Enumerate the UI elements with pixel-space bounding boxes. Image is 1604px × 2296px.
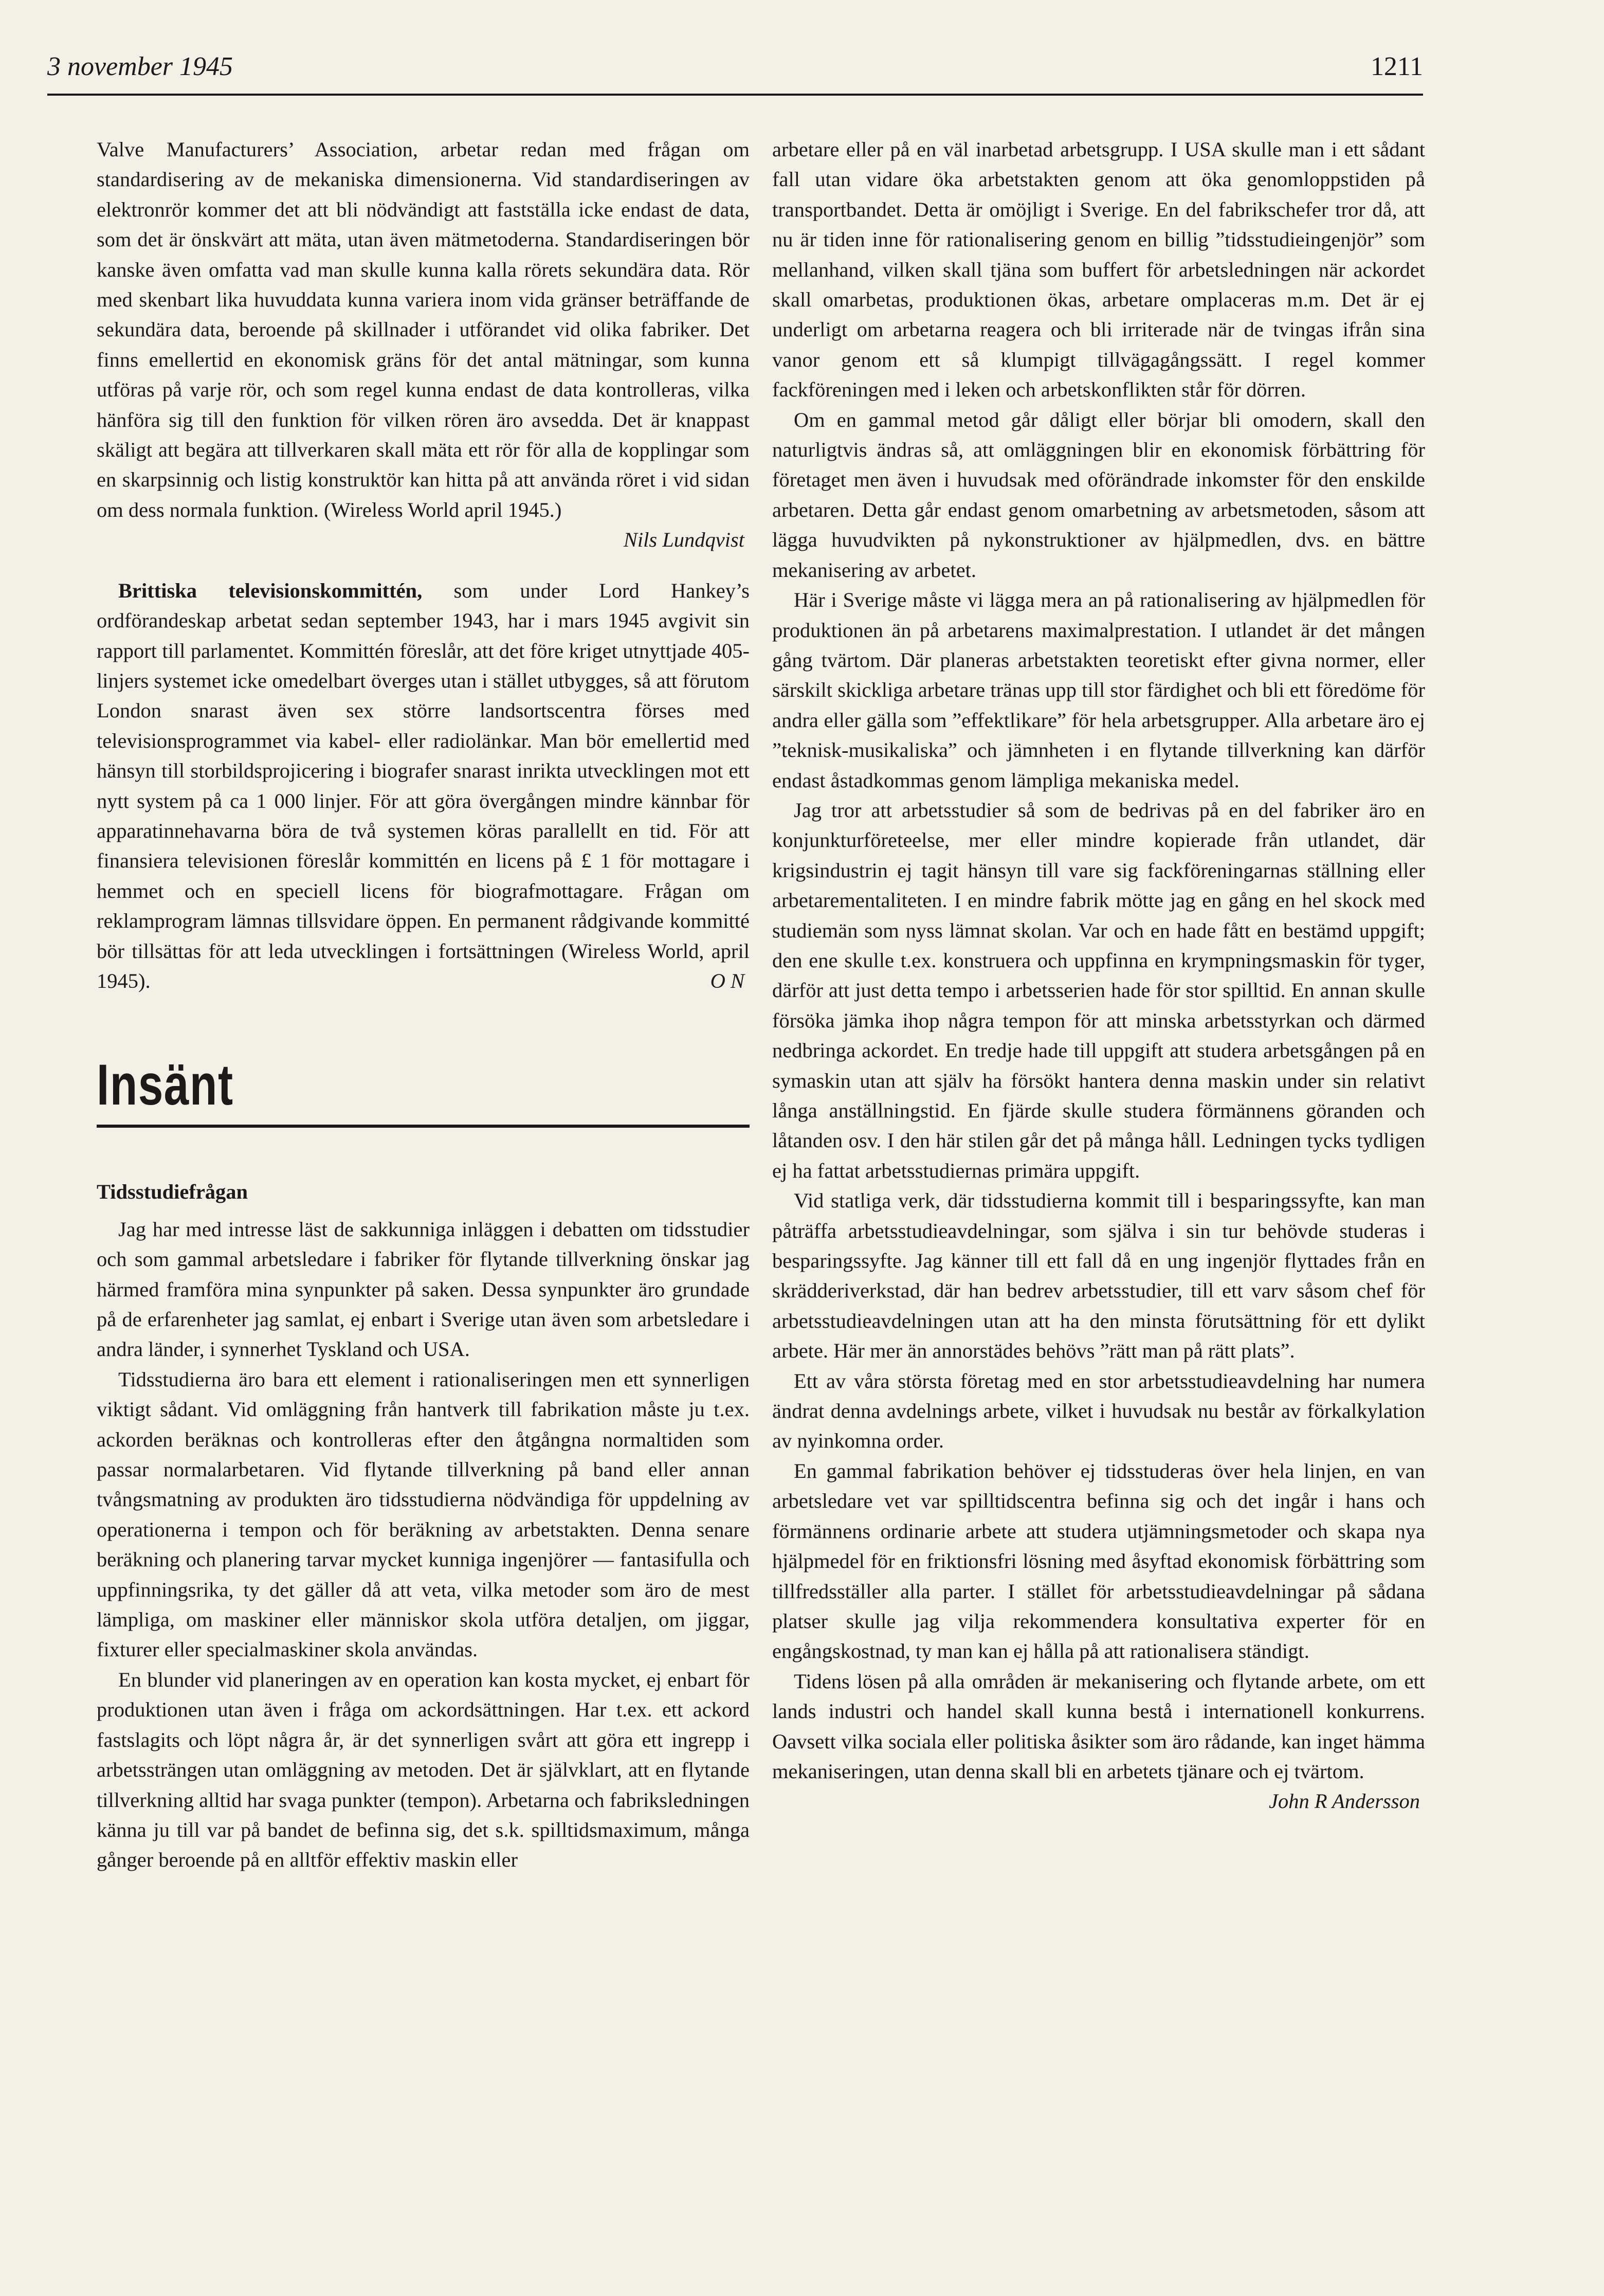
article-subheading: Tidsstudiefrågan <box>97 1180 248 1204</box>
paragraph-television-committee <box>97 576 750 997</box>
paragraph-statliga-verk: Vid statliga verk, där tidsstudierna kommit till i besparingssyfte, kan man påträffa arbetsstudieavdelningar, som själva i sin tur behövde studeras i besparingssyfte. Jag känner till ett fall då en ung ingenjör flyttades från en skrädderiverkstad, där han bedrev arbetsstudier, till ett varv såsom chef för arbetsstudieavdelningen utan att ha den minsta förutsättning för ett dylikt arbete. Här mer än annorstädes behövs ”rätt man på rätt plats”. <box>772 1189 1425 1363</box>
page-header <box>47 47 1423 96</box>
left-column <box>97 135 750 1875</box>
signature-on: O N <box>710 969 744 992</box>
section-header <box>97 1053 750 1128</box>
paragraph-rationalisering: Tidsstudierna äro bara ett element i rationaliseringen men ett synnerligen viktigt sådant. Vid omläggning från hantverk till fabrikation måste ju t.ex. ackorden beräknas och kontrolleras efter den åtgångna normaltiden som passar normalarbetaren. Vid flytande tillverkning på band eller annan tvångsmatning av produkten äro tidsstudierna nödvändiga för uppdelning av operationerna i tempon och för beräkning av arbetstakten. Denna senare beräkning och planering tarvar mycket kunniga ingenjörer — fantasifulla och uppfinningsrika, ty det gäller då att veta, vilka metoder som äro de mest lämpliga, om maskiner eller människor skola utföra detaljen, om jiggar, fixturer eller specialmaskiner skola användas. <box>97 1367 750 1661</box>
text-television-committee: som under Lord Hankey’s ordförandeskap arbetat sedan september 1943, har i mars 1945 avgivit sin rapport till parlamentet. Kommittén föreslår, att det före kriget utnyttjade 405-linjers systemet icke omedelbart överges utan i stället utbygges, så att förutom London snarast även sex större landsortscentra förses med televisionsprogrammet via kabel- eller radiolänkar. Man bör emellertid med hänsyn till storbildsprojicering i biografer snarast inrikta utvecklingen mot ett nytt system på ca 1 000 linjer. För att göra övergången mindre kännbar för apparatinnehavarna böra de två systemen köras parallellt en tid. För att finansiera televisionen föreslår kommittén en licens på £ 1 för mottagare i hemmet och en speciell licens för biografmottagare. Frågan om reklamprogram lämnas tillsvidare öppen. En permanent rådgivande kommitté bör tillsättas för att leda utvecklingen i fortsättningen (Wireless World, april 1945). <box>97 578 750 992</box>
paragraph-intro: Jag har med intresse läst de sakkunniga inläggen i debatten om tidsstudier och som gammal arbetsledare i fabriker för flytande tillverkning önskar jag härmed framföra mina synpunkter på saken. Dessa synpunkter äro grundade på de erfarenheter jag samlat, ej enbart i Sverige utan även som arbetsledare i andra länder, i synnerhet Tyskland och USA. <box>97 1217 750 1361</box>
paragraph-gammal-fabrikation: En gammal fabrikation behöver ej tidsstuderas över hela linjen, en van arbetsledare vet var spilltidscentra befinna sig och det ingår i hans och förmännens ordinarie arbete att studera utjämningsmetoder och skapa nya hjälpmedel för en friktionsfri lösning med åsyftad ekonomisk förbättring som tillfredsställer alla parter. I stället för arbetsstudieavdelningar på sådana platser skulle jag vilja rekommendera konsultativa experter för en engångskostnad, ty man kan ej hålla på att rationalisera ständigt. <box>772 1459 1425 1663</box>
section-title: Insänt <box>97 1053 234 1117</box>
paragraph-usa: arbetare eller på en väl inarbetad arbetsgrupp. I USA skulle man i ett sådant fall utan vidare öka arbetstakten genom att öka genomloppstiden på transportbandet. Detta är omöjligt i Sverige. En del fabrikschefer tror då, att nu är tiden inne för rationalisering genom en billig ”tidsstudieingenjör” som mellanhand, vilken skall tjäna som buffert för arbetsledningen när ackordet skall omarbetas, produktionen ökas, arbetare omplaceras m.m. Det är ej underligt om arbetarna reagera och bli irriterade när de tvingas ifrån sina vanor genom ett så klumpigt tillvägagångssätt. I regel kommer fackföreningen med i leken och arbetskonflikten står för dörren. <box>772 138 1425 402</box>
paragraph-gammal-metod: Om en gammal metod går dåligt eller börjar bli omodern, skall den naturligtvis ändras så, att omläggningen blir en ekonomisk förbättring för företaget men även i huvudsak med oförändrade inkomster för den enskilde arbetaren. Detta går endast genom omarbetning av arbetsmetoden, såsom att lägga huvudvikten på nykonstruktioner av hjälpmedlen, dvs. en bättre mekanisering av arbetet. <box>772 408 1425 582</box>
paragraph-tidens-losen: Tidens lösen på alla områden är mekanisering och flytande arbete, om ett lands industri och handel skall kunna bestå i internationell konkurrens. Oavsett vilka sociala eller politiska åsikter som äro rådande, kan inget hämma mekaniseringen, utan denna skall bli en arbetets tjänare och ej tvärtom. <box>772 1669 1425 1783</box>
signature-john-andersson: John R Andersson <box>1269 1789 1420 1813</box>
right-column <box>772 135 1425 1817</box>
section-rule <box>97 1125 750 1128</box>
lead-television-committee: Brittiska televisionskommittén, <box>118 578 423 602</box>
paragraph-sverige: Här i Sverige måste vi lägga mera an på rationalisering av hjälpmedlen för produktionen än på arbetarens maximalprestation. I utlandet är det mången gång tvärtom. Där planeras arbetstakten teoretiskt efter givna normer, eller särskilt skickliga arbetare tränas upp till stor färdighet och bli ett föredöme för andra eller gälla som ”effektlikare” för hela arbetsgrupper. Alla arbetare äro ej ”teknisk-musikaliska” och jämnheten i en flytande tillverkning kan därför endast åstadkommas genom lämpliga mekaniska medel. <box>772 588 1425 792</box>
paragraph-storsta-foretag: Ett av våra största företag med en stor arbetsstudieavdelning har numera ändrat denna avdelnings arbete, vilket i huvudsak nu består av förkalkylation av nyinkomna order. <box>772 1369 1425 1453</box>
issue-date: 3 november 1945 <box>47 52 233 81</box>
page-number: 1211 <box>1370 52 1423 81</box>
paragraph-blunder: En blunder vid planeringen av en operation kan kosta mycket, ej enbart för produktionen utan även i fråga om ackordsättningen. Har t.ex. ett ackord fastslagits och löpt några år, är det synnerligen svårt att göra ett ingrepp i arbetssträngen utan omläggning av metoden. Det är självklart, att en flytande tillverkning alltid har svaga punkter (tempon). Arbetarna och fabriksledningen känna ju till var på bandet de befinna sig, det s.k. spilltidsmaximum, många gånger beroende på en alltför effektiv maskin eller <box>97 1668 750 1872</box>
paragraph-arbetsstudier: Jag tror att arbetsstudier så som de bedrivas på en del fabriker äro en konjunkturföreteelse, mer eller mindre kopierade från utlandet, där krigsindustrin ej tagit hänsyn till vare sig fackföreningarnas ställning eller arbetarementaliteten. I en mindre fabrik mötte jag en gång en hel skock med studiemän som nyss lämnat skolan. Var och en hade fått en bestämd uppgift; den ene skulle t.ex. konstruera och uppfinna en krympningsmaskin för tyger, därför att just detta tempo i arbetsserien hade för stor spilltid. En annan skulle försöka jämka ihop några tempon för att minska arbetsstyrkan och därmed nedbringa ackordet. En tredje hade till uppgift att studera arbetsgången på en symaskin utan att själv ha försökt hantera denna maskin under sin relativt långa anställningstid. En fjärde skulle studera förmännens göranden och låtanden osv. I den här stilen går det på många håll. Ledningen tycks tydligen ej ha fattat arbetsstudiernas primära uppgift. <box>772 798 1425 1182</box>
paragraph-valve: Valve Manufacturers’ Association, arbetar redan med frågan om standardisering av de mekaniska dimensionerna. Vid standardiseringen av elektronrör kommer det att bli nödvändigt att fastställa icke endast de data, som det är önskvärt att mäta, utan även mätmetoderna. Standardiseringen bör kanske även omfatta vad man skulle kunna kalla rörets sekundära data. Rör med skenbart lika huvuddata kunna variera inom vida gränser beträffande de sekundära data, beroende på skillnader i utförandet vid olika fabriker. Det finns emellertid en ekonomisk gräns för det antal mätningar, som kunna utföras på varje rör, och som regel kunna endast de data kontrolleras, vilka hänföra sig till den funktion för vilken rören äro avsedda. Det är knappast skäligt att begära att tillverkaren skall mäta ett rör för alla de kopplingar som en skarpsinnig och listig konstruktör kan hitta på att använda röret i vid sidan om dess normala funktion. (Wireless World april 1945.) <box>97 138 750 521</box>
signature-nils-lundqvist: Nils Lundqvist <box>623 528 744 552</box>
